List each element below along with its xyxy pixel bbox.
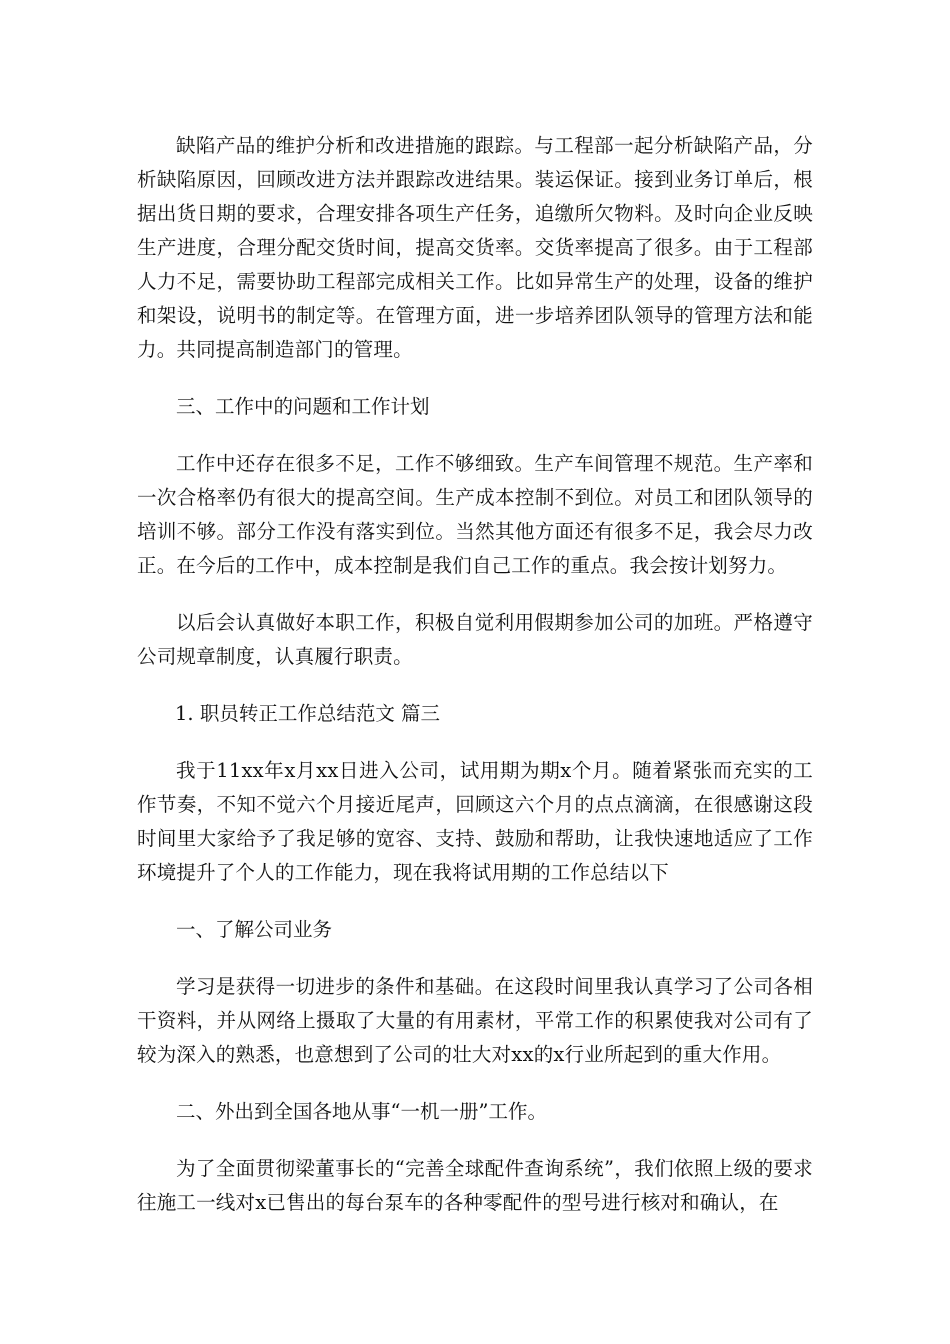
section-heading-company-business: 一、了解公司业务 xyxy=(176,918,333,941)
paragraph-parts-verification: 为了全面贯彻梁董事长的“完善全球配件查询系统”，我们依照上级的要求往施工一线对x已售出的每台泵车的各种零配件的型号进行核对和确认，在 xyxy=(137,1157,813,1214)
section-heading-problems-plan: 三、工作中的问题和工作计划 xyxy=(176,395,430,418)
paragraph-defect-tracking: 缺陷产品的维护分析和改进措施的跟踪。与工程部一起分析缺陷产品，分析缺陷原因，回顾改进方法并跟踪改进结果。装运保证。接到业务订单后，根据出货日期的要求，合理安排各项生产任务，追缴所欠物料。及时向企业反映生产进度，合理分配交货时间，提高交货率。交货率提高了很多。由于工程部人力不足，需要协助工程部完成相关工作。比如异常生产的处理，设备的维护和架设，说明书的制定等。在管理方面，进一步培养团队领导的管理方法和能力。共同提高制造部门的管理。 xyxy=(137,134,813,361)
section-heading-field-work: 二、外出到全国各地从事“一机一册”工作。 xyxy=(176,1100,547,1123)
paragraph-learning: 学习是获得一切进步的条件和基础。在这段时间里我认真学习了公司各相干资料，并从网络上摄取了大量的有用素材，平常工作的积累使我对公司有了较为深入的熟悉，也意想到了公司的壮大对xx的x行业所起到的重大作用。 xyxy=(137,975,813,1066)
document-body xyxy=(137,129,813,1243)
paragraph-shortcomings: 工作中还存在很多不足，工作不够细致。生产车间管理不规范。生产率和一次合格率仍有很大的提高空间。生产成本控制不到位。对员工和团队领导的培训不够。部分工作没有落实到位。当然其他方面还有很多不足，我会尽力改正。在今后的工作中，成本控制是我们自己工作的重点。我会按计划努力。 xyxy=(137,452,813,577)
article-heading-part-three: 1. 职员转正工作总结范文 篇三 xyxy=(175,702,441,725)
paragraph-probation-intro: 我于11xx年x月xx日进入公司，试用期为期x个月。随着紧张而充实的工作节奏，不知不觉六个月接近尾声，回顾这六个月的点点滴滴，在很感谢这段时间里大家给予了我足够的宽容、支持、鼓励和帮助，让我快速地适应了工作环境提升了个人的工作能力，现在我将试用期的工作总结以下 xyxy=(137,759,813,884)
paragraph-future-commitment: 以后会认真做好本职工作，积极自觉利用假期参加公司的加班。严格遵守公司规章制度，认真履行职责。 xyxy=(137,611,813,668)
